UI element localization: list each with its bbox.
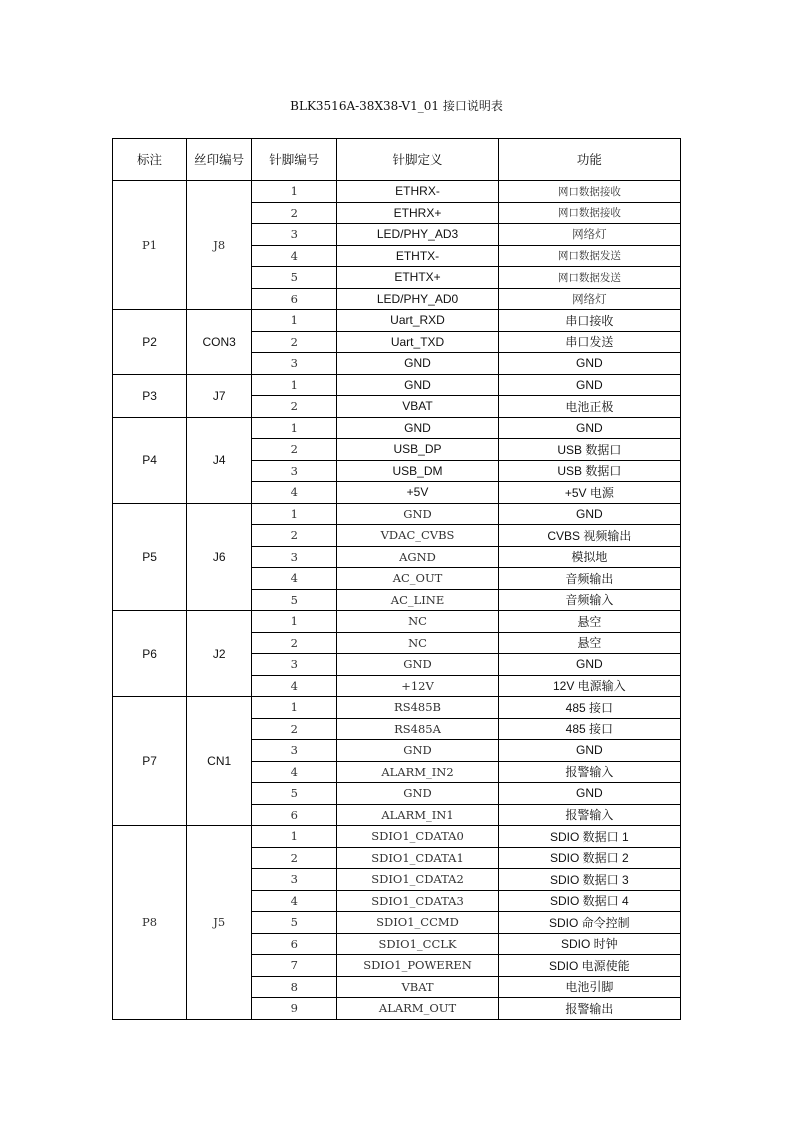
cell-pin-definition: SDIO1_CDATA2 xyxy=(337,869,498,891)
cell-mark: P3 xyxy=(113,374,187,417)
cell-pin-definition: SDIO1_POWEREN xyxy=(337,955,498,977)
table-header-row xyxy=(113,139,681,181)
cell-pin-definition: SDIO1_CCMD xyxy=(337,912,498,934)
cell-function: 电池正极 xyxy=(498,396,680,418)
cell-silkscreen: CN1 xyxy=(187,697,252,826)
cell-pin-definition: GND xyxy=(337,374,498,396)
header-pin-number: 针脚编号 xyxy=(252,139,337,181)
cell-function: 报警输出 xyxy=(498,998,680,1020)
cell-function: 网络灯 xyxy=(498,224,680,246)
table-row xyxy=(113,181,681,203)
cell-function: SDIO 数据口 3 xyxy=(498,869,680,891)
cell-silkscreen: J4 xyxy=(187,417,252,503)
cell-silkscreen: J7 xyxy=(187,374,252,417)
cell-function: SDIO 数据口 2 xyxy=(498,847,680,869)
cell-pin-number: 3 xyxy=(252,224,337,246)
cell-pin-definition: SDIO1_CDATA0 xyxy=(337,826,498,848)
cell-pin-definition: LED/PHY_AD3 xyxy=(337,224,498,246)
header-pin-definition: 针脚定义 xyxy=(337,139,498,181)
cell-mark: P6 xyxy=(113,611,187,697)
cell-function: SDIO 电源使能 xyxy=(498,955,680,977)
pin-definition-table xyxy=(112,138,681,1020)
cell-function: GND xyxy=(498,503,680,525)
table-row xyxy=(113,417,681,439)
cell-pin-definition: GND xyxy=(337,654,498,676)
cell-function: CVBS 视频输出 xyxy=(498,525,680,547)
table-row xyxy=(113,697,681,719)
cell-pin-definition: ETHRX- xyxy=(337,181,498,203)
cell-pin-definition: Uart_TXD xyxy=(337,331,498,353)
cell-pin-definition: VDAC_CVBS xyxy=(337,525,498,547)
cell-pin-number: 4 xyxy=(252,675,337,697)
cell-pin-number: 2 xyxy=(252,632,337,654)
cell-mark: P1 xyxy=(113,181,187,310)
cell-pin-number: 2 xyxy=(252,718,337,740)
cell-function: 电池引脚 xyxy=(498,976,680,998)
cell-silkscreen: J8 xyxy=(187,181,252,310)
cell-pin-definition: +12V xyxy=(337,675,498,697)
cell-pin-definition: NC xyxy=(337,632,498,654)
cell-pin-number: 3 xyxy=(252,460,337,482)
table-row xyxy=(113,503,681,525)
cell-function: 串口发送 xyxy=(498,331,680,353)
cell-mark: P7 xyxy=(113,697,187,826)
cell-pin-definition: USB_DM xyxy=(337,460,498,482)
cell-silkscreen: CON3 xyxy=(187,310,252,375)
cell-function: GND xyxy=(498,417,680,439)
cell-pin-definition: RS485B xyxy=(337,697,498,719)
cell-function: 网口数据发送 xyxy=(498,245,680,267)
cell-pin-number: 4 xyxy=(252,482,337,504)
cell-pin-number: 2 xyxy=(252,396,337,418)
cell-silkscreen: J5 xyxy=(187,826,252,1020)
cell-function: 网口数据接收 xyxy=(498,181,680,203)
cell-function: GND xyxy=(498,353,680,375)
cell-pin-definition: VBAT xyxy=(337,976,498,998)
cell-pin-definition: SDIO1_CDATA3 xyxy=(337,890,498,912)
cell-pin-number: 3 xyxy=(252,869,337,891)
cell-pin-number: 2 xyxy=(252,525,337,547)
cell-function: SDIO 数据口 1 xyxy=(498,826,680,848)
cell-pin-number: 3 xyxy=(252,546,337,568)
table-row xyxy=(113,310,681,332)
cell-pin-definition: ALARM_IN1 xyxy=(337,804,498,826)
cell-pin-number: 2 xyxy=(252,847,337,869)
cell-pin-number: 4 xyxy=(252,761,337,783)
cell-function: GND xyxy=(498,783,680,805)
cell-function: GND xyxy=(498,740,680,762)
cell-function: SDIO 时钟 xyxy=(498,933,680,955)
cell-pin-definition: AC_LINE xyxy=(337,589,498,611)
cell-function: 音频输出 xyxy=(498,568,680,590)
cell-pin-number: 7 xyxy=(252,955,337,977)
table-body xyxy=(113,181,681,1020)
cell-pin-number: 4 xyxy=(252,568,337,590)
cell-function: 串口接收 xyxy=(498,310,680,332)
cell-function: 悬空 xyxy=(498,611,680,633)
cell-pin-definition: ETHTX- xyxy=(337,245,498,267)
cell-pin-definition: Uart_RXD xyxy=(337,310,498,332)
document-title: BLK3516A-38X38-V1_01 接口说明表 xyxy=(290,99,503,113)
cell-function: 485 接口 xyxy=(498,718,680,740)
table-row xyxy=(113,611,681,633)
cell-pin-number: 6 xyxy=(252,288,337,310)
cell-mark: P4 xyxy=(113,417,187,503)
cell-pin-number: 3 xyxy=(252,654,337,676)
cell-pin-number: 9 xyxy=(252,998,337,1020)
cell-pin-definition: ALARM_IN2 xyxy=(337,761,498,783)
cell-pin-definition: SDIO1_CCLK xyxy=(337,933,498,955)
cell-pin-number: 5 xyxy=(252,912,337,934)
cell-mark: P8 xyxy=(113,826,187,1020)
cell-pin-definition: VBAT xyxy=(337,396,498,418)
cell-function: 报警输入 xyxy=(498,761,680,783)
cell-function: 网口数据发送 xyxy=(498,267,680,289)
cell-pin-number: 5 xyxy=(252,267,337,289)
cell-pin-number: 6 xyxy=(252,933,337,955)
cell-pin-number: 5 xyxy=(252,783,337,805)
cell-pin-number: 6 xyxy=(252,804,337,826)
cell-pin-number: 1 xyxy=(252,374,337,396)
cell-pin-number: 4 xyxy=(252,245,337,267)
cell-pin-definition: GND xyxy=(337,417,498,439)
cell-function: +5V 电源 xyxy=(498,482,680,504)
cell-pin-number: 4 xyxy=(252,890,337,912)
cell-function: GND xyxy=(498,654,680,676)
cell-pin-definition: +5V xyxy=(337,482,498,504)
cell-function: 悬空 xyxy=(498,632,680,654)
cell-function: SDIO 命令控制 xyxy=(498,912,680,934)
cell-pin-definition: GND xyxy=(337,783,498,805)
cell-pin-number: 1 xyxy=(252,181,337,203)
cell-function: USB 数据口 xyxy=(498,460,680,482)
cell-pin-number: 3 xyxy=(252,740,337,762)
cell-function: 报警输入 xyxy=(498,804,680,826)
cell-function: 485 接口 xyxy=(498,697,680,719)
cell-pin-definition: USB_DP xyxy=(337,439,498,461)
cell-pin-number: 8 xyxy=(252,976,337,998)
cell-pin-definition: ALARM_OUT xyxy=(337,998,498,1020)
cell-function: 网口数据接收 xyxy=(498,202,680,224)
cell-silkscreen: J6 xyxy=(187,503,252,611)
cell-function: 音频输入 xyxy=(498,589,680,611)
cell-pin-definition: NC xyxy=(337,611,498,633)
cell-function: 12V 电源输入 xyxy=(498,675,680,697)
cell-pin-number: 1 xyxy=(252,503,337,525)
cell-function: USB 数据口 xyxy=(498,439,680,461)
header-mark: 标注 xyxy=(113,139,187,181)
cell-pin-definition: GND xyxy=(337,353,498,375)
cell-function: 模拟地 xyxy=(498,546,680,568)
cell-pin-number: 1 xyxy=(252,611,337,633)
cell-pin-definition: AC_OUT xyxy=(337,568,498,590)
table-row xyxy=(113,826,681,848)
cell-pin-definition: ETHTX+ xyxy=(337,267,498,289)
cell-function: GND xyxy=(498,374,680,396)
cell-pin-number: 3 xyxy=(252,353,337,375)
cell-pin-number: 2 xyxy=(252,439,337,461)
cell-pin-number: 1 xyxy=(252,310,337,332)
cell-silkscreen: J2 xyxy=(187,611,252,697)
table-row xyxy=(113,374,681,396)
header-silkscreen: 丝印编号 xyxy=(187,139,252,181)
cell-pin-definition: GND xyxy=(337,740,498,762)
cell-function: 网络灯 xyxy=(498,288,680,310)
cell-pin-definition: ETHRX+ xyxy=(337,202,498,224)
cell-pin-definition: SDIO1_CDATA1 xyxy=(337,847,498,869)
cell-function: SDIO 数据口 4 xyxy=(498,890,680,912)
cell-pin-number: 1 xyxy=(252,417,337,439)
cell-pin-definition: LED/PHY_AD0 xyxy=(337,288,498,310)
cell-pin-number: 5 xyxy=(252,589,337,611)
cell-pin-number: 2 xyxy=(252,202,337,224)
cell-mark: P5 xyxy=(113,503,187,611)
cell-pin-definition: GND xyxy=(337,503,498,525)
cell-pin-number: 2 xyxy=(252,331,337,353)
header-function: 功能 xyxy=(498,139,680,181)
cell-mark: P2 xyxy=(113,310,187,375)
cell-pin-number: 1 xyxy=(252,826,337,848)
cell-pin-definition: RS485A xyxy=(337,718,498,740)
cell-pin-number: 1 xyxy=(252,697,337,719)
cell-pin-definition: AGND xyxy=(337,546,498,568)
